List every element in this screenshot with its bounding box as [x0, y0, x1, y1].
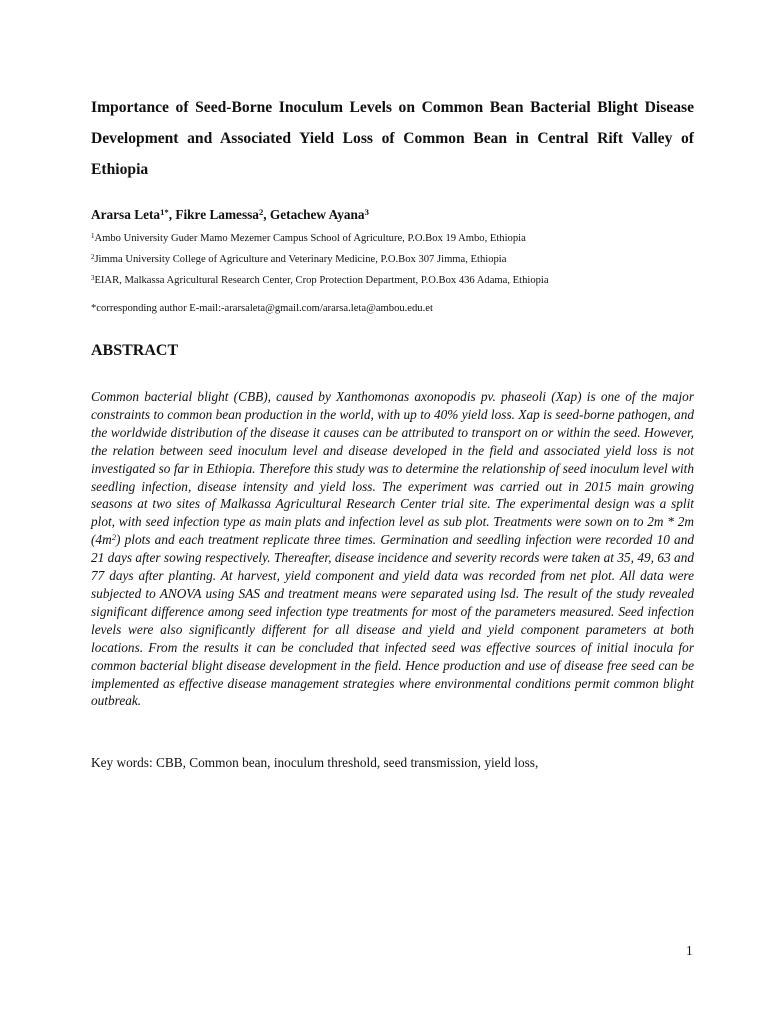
- affiliation-mark: 1: [91, 232, 95, 240]
- abstract-text: ) plots and each treatment replicate three times. Germination and seedling infection were recorded 10 and 21 days after sowing respectively. Thereafter, disease incidence and severity records were taken at 35, 49, 63 and 77 days after planting. At harvest, yield component and yield data was recorded from net plot. All data were subjected to ANOVA using SAS and treatment means were separated using lsd. The result of the study revealed significant difference among seed infection type treatments for most of the parameters measured. Seed infection levels were also significantly different for all disease and yield and yield component parameters at both locations. From the results it can be concluded that infected seed was effective sources of initial inocula for common bacterial blight disease development in the field. Hence production and use of disease free seed can be implemented as effective disease management strategies where environmental conditions permit common blight outbreak.: [91, 532, 694, 709]
- keywords: Key words: CBB, Common bean, inoculum threshold, seed transmission, yield loss,: [91, 755, 539, 771]
- abstract-body: [91, 388, 694, 710]
- affiliation-text: EIAR, Malkassa Agricultural Research Center, Crop Protection Department, P.O.Box 436 Adama, Ethiopia: [94, 275, 549, 286]
- author-affiliation-mark: 3: [364, 206, 369, 217]
- author-name: Getachew Ayana: [269, 207, 365, 222]
- affiliation-mark: 2: [91, 253, 95, 261]
- abstract-heading: ABSTRACT: [91, 342, 179, 359]
- author-separator: ,: [168, 207, 176, 222]
- abstract-text: Common bacterial blight (CBB), caused by Xanthomonas axonopodis pv. phaseoli (Xap) is one of the major constraints to common bean production in the world, with up to 40% yield loss. Xap is seed-borne pathogen, and the worldwide distribution of the disease it causes can be attributed to transport on or within the seed. However, the relation between seed inoculum level and disease developed in the field and associated yield loss is not investigated so far in Ethiopia. Therefore this study was to determine the relationship of seed inoculum level with seedling infection, disease intensity and yield loss. The experiment was carried out in 2015 main growing seasons at two sites of Malkassa Agricultural Research Center trial site. The experimental design was a split plot, with seed infection type as main plats and infection level as sub plot. Treatments were sown on to 2m * 2m (4m: [91, 389, 694, 548]
- affiliation-text: Jimma University College of Agriculture and Veterinary Medicine, P.O.Box 307 Jimma, Ethiopia: [94, 254, 507, 265]
- author-separator: ,: [263, 207, 270, 222]
- superscript: 2: [111, 531, 116, 542]
- author-list: [91, 205, 694, 225]
- page-number: 1: [686, 943, 693, 958]
- corresponding-author: *corresponding author E-mail:-ararsaleta@gmail.com/ararsa.leta@ambou.edu.et: [91, 303, 433, 314]
- author-affiliation-mark: 2: [258, 206, 264, 217]
- affiliation: [91, 274, 694, 288]
- author-name: Ararsa Leta: [91, 207, 161, 222]
- author-affiliation-mark: 1*: [160, 206, 169, 217]
- author-name: Fikre Lamessa: [175, 207, 259, 222]
- affiliation: [91, 232, 694, 246]
- affiliation: [91, 253, 694, 267]
- paper-page: [91, 92, 694, 772]
- affiliation-mark: 3: [91, 274, 95, 282]
- affiliation-text: Ambo University Guder Mamo Mezemer Campus School of Agriculture, P.O.Box 19 Ambo, Ethiopia: [94, 233, 526, 244]
- paper-title: Importance of Seed-Borne Inoculum Levels on Common Bean Bacterial Blight Disease Development and Associated Yield Loss of Common Bean in Central Rift Valley of Ethiopia: [91, 99, 694, 178]
